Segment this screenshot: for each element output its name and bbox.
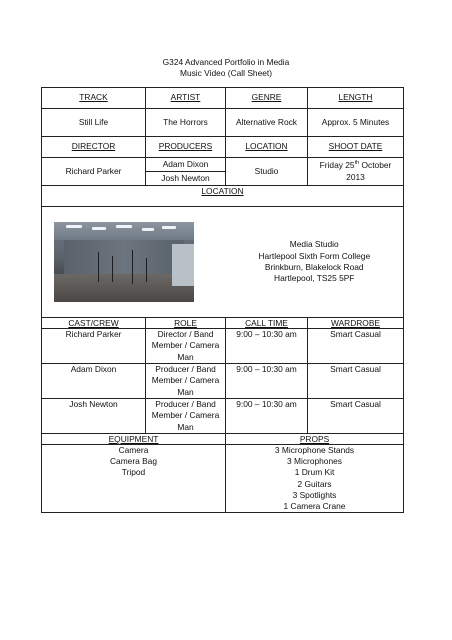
producers-heading: PRODUCERS — [146, 137, 226, 158]
address-line-4: Hartlepool, TS25 5PF — [274, 273, 355, 284]
crew-row — [42, 364, 404, 399]
list-item: 2 Guitars — [297, 478, 332, 489]
list-item: 3 Microphones — [287, 456, 342, 467]
producer-1: Adam Dixon — [146, 158, 226, 172]
document-title: G324 Advanced Portfolio in Media — [162, 57, 290, 67]
shoot-date-year: 2013 — [346, 171, 365, 182]
crew-role — [146, 364, 226, 399]
artist-heading: ARTIST — [146, 88, 226, 109]
details-header-row — [42, 137, 404, 158]
crew-role-line: Member / Camera — [151, 375, 220, 386]
length-heading: LENGTH — [308, 88, 404, 109]
list-item: 1 Camera Crane — [283, 501, 346, 512]
crew-name: Adam Dixon — [42, 364, 146, 399]
address-line-3: Brinkburn, Blakelock Road — [264, 262, 364, 272]
track-value: Still Life — [42, 109, 146, 137]
crew-name: Richard Parker — [42, 329, 146, 364]
list-item: 3 Microphone Stands — [274, 445, 355, 455]
equipment-props-header-row — [42, 434, 404, 445]
crew-role-line: Member / Camera — [151, 410, 220, 421]
crew-row — [42, 399, 404, 434]
crew-call-time: 9:00 – 10:30 am — [226, 399, 308, 434]
genre-value: Alternative Rock — [226, 109, 308, 137]
crew-wardrobe: Smart Casual — [308, 329, 404, 364]
crew-name: Josh Newton — [42, 399, 146, 434]
location-heading-row — [42, 186, 404, 207]
crew-wardrobe: Smart Casual — [308, 399, 404, 434]
producer-2: Josh Newton — [146, 172, 226, 186]
list-item: Camera Bag — [109, 456, 157, 467]
overview-header-row — [42, 88, 404, 109]
address-line-1: Media Studio — [289, 239, 339, 250]
crew-call-time: 9:00 – 10:30 am — [226, 364, 308, 399]
crew-role-line: Producer / Band — [155, 399, 216, 409]
call-sheet-table — [41, 87, 404, 513]
location-row — [42, 207, 404, 318]
list-item: 3 Spotlights — [292, 489, 337, 500]
location-section-heading: LOCATION — [42, 186, 404, 207]
shoot-date-day: Friday 25 — [319, 160, 355, 171]
shoot-date-value — [308, 158, 404, 186]
location-heading: LOCATION — [226, 137, 308, 158]
wardrobe-heading: WARDROBE — [308, 318, 404, 329]
shoot-date-heading: SHOOT DATE — [308, 137, 404, 158]
props-heading: PROPS — [226, 434, 404, 445]
crew-role — [146, 329, 226, 364]
genre-heading: GENRE — [226, 88, 308, 109]
location-value: Studio — [226, 158, 308, 186]
track-heading: TRACK — [42, 88, 146, 109]
document-subtitle: Music Video (Call Sheet) — [179, 68, 272, 78]
shoot-date-suffix: th — [354, 160, 360, 167]
list-item: Tripod — [121, 467, 146, 478]
crew-row — [42, 329, 404, 364]
artist-value: The Horrors — [146, 109, 226, 137]
overview-values-row — [42, 109, 404, 137]
director-value: Richard Parker — [42, 158, 146, 186]
list-item: Camera — [118, 445, 149, 455]
equipment-heading: EQUIPMENT — [42, 434, 226, 445]
cast-crew-heading: CAST/CREW — [42, 318, 146, 329]
crew-role-line: Man — [177, 421, 194, 432]
crew-role — [146, 399, 226, 434]
props-list — [226, 445, 404, 513]
length-value: Approx. 5 Minutes — [308, 109, 404, 137]
studio-photo — [54, 222, 194, 302]
location-address — [226, 207, 404, 318]
address-line-2: Hartlepool Sixth Form College — [258, 250, 371, 261]
crew-wardrobe: Smart Casual — [308, 364, 404, 399]
crew-role-line: Director / Band — [157, 329, 214, 339]
call-time-heading: CALL TIME — [226, 318, 308, 329]
director-heading: DIRECTOR — [42, 137, 146, 158]
role-heading: ROLE — [146, 318, 226, 329]
crew-role-line: Man — [177, 386, 194, 397]
location-photo-cell — [42, 207, 226, 318]
crew-call-time: 9:00 – 10:30 am — [226, 329, 308, 364]
crew-role-line: Producer / Band — [155, 364, 216, 374]
details-row-1 — [42, 158, 404, 172]
crew-header-row — [42, 318, 404, 329]
equipment-props-row — [42, 445, 404, 513]
list-item: 1 Drum Kit — [294, 467, 335, 478]
shoot-date-month: October — [359, 160, 392, 171]
crew-role-line: Member / Camera — [151, 340, 220, 351]
equipment-list — [42, 445, 226, 513]
crew-role-line: Man — [177, 351, 194, 362]
